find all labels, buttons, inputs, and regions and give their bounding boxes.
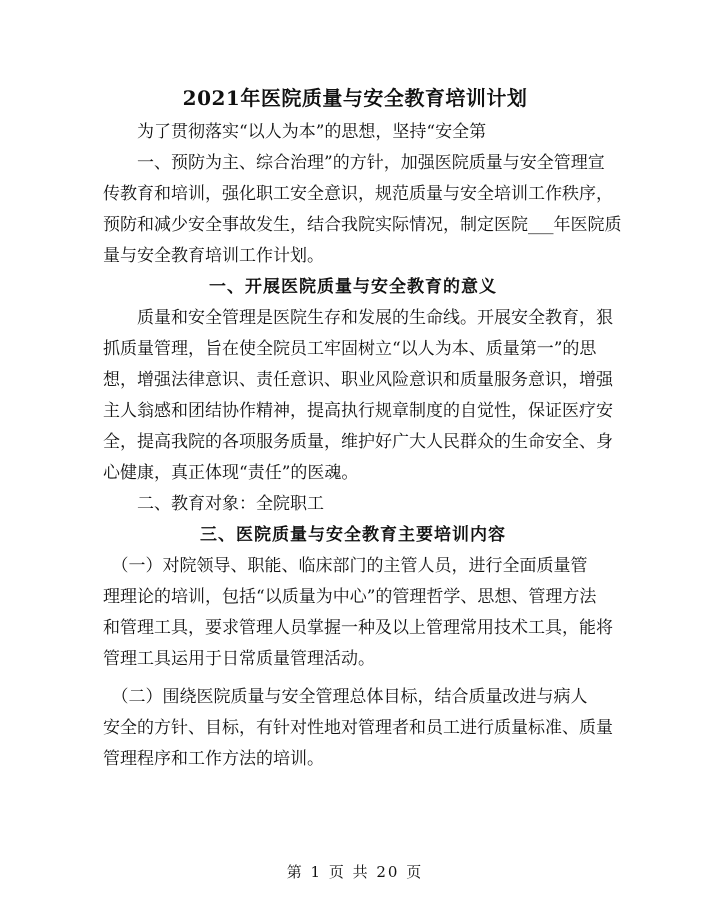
section1-line: 想，增强法律意识、责任意识、职业风险意识和质量服务意识，增强	[103, 370, 613, 390]
section1-line: 抓质量管理，旨在使全院员工牢固树立“以人为本、质量第一”的思	[103, 339, 597, 359]
intro-line: 传教育和培训，强化职工安全意识，规范质量与安全培训工作秩序，	[103, 184, 613, 204]
section3-item2-paragraph	[103, 682, 613, 775]
section1-line: 全，提高我院的各项服务质量，维护好广大人民群众的生命安全、身	[103, 432, 613, 452]
section1-paragraph	[103, 303, 613, 489]
section3-item1-line: 理理论的培训，包括“以质量为中心”的管理哲学、思想、管理方法	[103, 587, 597, 607]
section1-line: 主人翁感和团结协作精神，提高执行规章制度的自觉性，保证医疗安	[103, 401, 613, 421]
section3-heading: 三、医院质量与安全教育主要培训内容	[200, 525, 506, 545]
section3-item2-line: （二）围绕医院质量与安全管理总体目标，结合质量改进与病人	[103, 687, 588, 707]
section3-item1-line: 管理工具运用于日常质量管理活动。	[103, 649, 375, 669]
section1-line: 质量和安全管理是医院生存和发展的生命线。开展安全教育，狠	[103, 308, 613, 328]
intro-paragraph	[103, 117, 622, 272]
page-footer: 第 1 页 共 20 页	[286, 863, 424, 881]
intro-line: 为了贯彻落实“以人为本”的思想，坚持“安全第	[103, 122, 487, 142]
intro-line: 预防和减少安全事故发生，结合我院实际情况，制定医院___年医院质	[103, 215, 622, 235]
intro-line: 量与安全教育培训工作计划。	[103, 246, 324, 266]
section3-item1-paragraph	[103, 551, 613, 675]
section3-item2-line: 安全的方针、目标，有针对性地对管理者和员工进行质量标准、质量	[103, 718, 613, 738]
intro-line: 一、预防为主、综合治理”的方针，加强医院质量与安全管理宣	[103, 153, 605, 173]
document-title: 2021年医院质量与安全教育培训计划	[182, 86, 528, 110]
section1-heading: 一、开展医院质量与安全教育的意义	[209, 277, 497, 297]
section2-line: 二、教育对象：全院职工	[103, 494, 324, 514]
section1-line: 心健康，真正体现“责任”的医魂。	[103, 463, 359, 483]
section3-item1-line: （一）对院领导、职能、临床部门的主管人员，进行全面质量管	[103, 556, 588, 576]
section3-item2-line: 管理程序和工作方法的培训。	[103, 749, 324, 769]
document-body	[103, 117, 622, 775]
section3-item1-line: 和管理工具，要求管理人员掌握一种及以上管理常用技术工具，能将	[103, 618, 613, 638]
